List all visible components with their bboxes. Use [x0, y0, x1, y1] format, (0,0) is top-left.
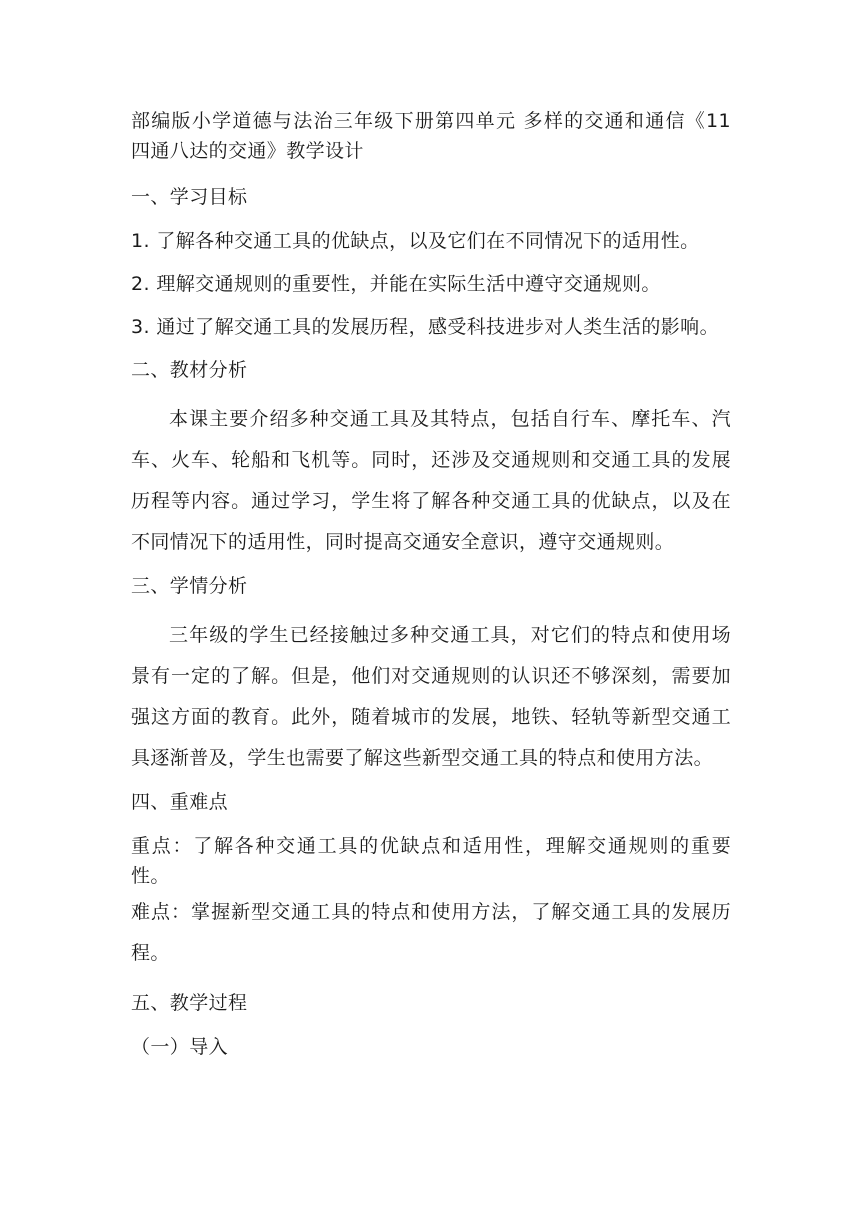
learning-goal-1: 1. 了解各种交通工具的优缺点，以及它们在不同情况下的适用性。	[131, 230, 700, 252]
learning-goal-2: 2. 理解交通规则的重要性，并能在实际生活中遵守交通规则。	[131, 273, 661, 295]
difficult-point-text: 难点：掌握新型交通工具的特点和使用方法，了解交通工具的发展历程。	[131, 901, 731, 964]
section-heading-teaching-process: 五、教学过程	[131, 992, 248, 1014]
document-body	[131, 106, 731, 1075]
material-analysis-paragraph: 本课主要介绍多种交通工具及其特点，包括自行车、摩托车、汽车、火车、轮船和飞机等。同时，还涉及交通规则和交通工具的发展历程等内容。通过学习，学生将了解各种交通工具的优缺点，以及在不同情况下的适用性，同时提高交通安全意识，遵守交通规则。	[131, 408, 731, 553]
key-point-text: 重点：了解各种交通工具的优缺点和适用性，理解交通规则的重要性。	[131, 835, 731, 887]
subsection-heading-introduction: （一）导入	[131, 1036, 229, 1058]
student-analysis-paragraph: 三年级的学生已经接触过多种交通工具，对它们的特点和使用场景有一定的了解。但是，他们对交通规则的认识还不够深刻，需要加强这方面的教育。此外，随着城市的发展，地铁、轻轨等新型交通工具逐渐普及，学生也需要了解这些新型交通工具的特点和使用方法。	[131, 624, 731, 769]
section-heading-learning-goals: 一、学习目标	[131, 186, 248, 208]
section-heading-material-analysis: 二、教材分析	[131, 359, 248, 381]
section-heading-student-analysis: 三、学情分析	[131, 575, 248, 597]
section-heading-key-points: 四、重难点	[131, 791, 229, 813]
document-title: 部编版小学道德与法治三年级下册第四单元 多样的交通和通信《11 四通八达的交通》教学设计	[131, 110, 731, 162]
learning-goal-3: 3. 通过了解交通工具的发展历程，感受科技进步对人类生活的影响。	[131, 316, 719, 338]
